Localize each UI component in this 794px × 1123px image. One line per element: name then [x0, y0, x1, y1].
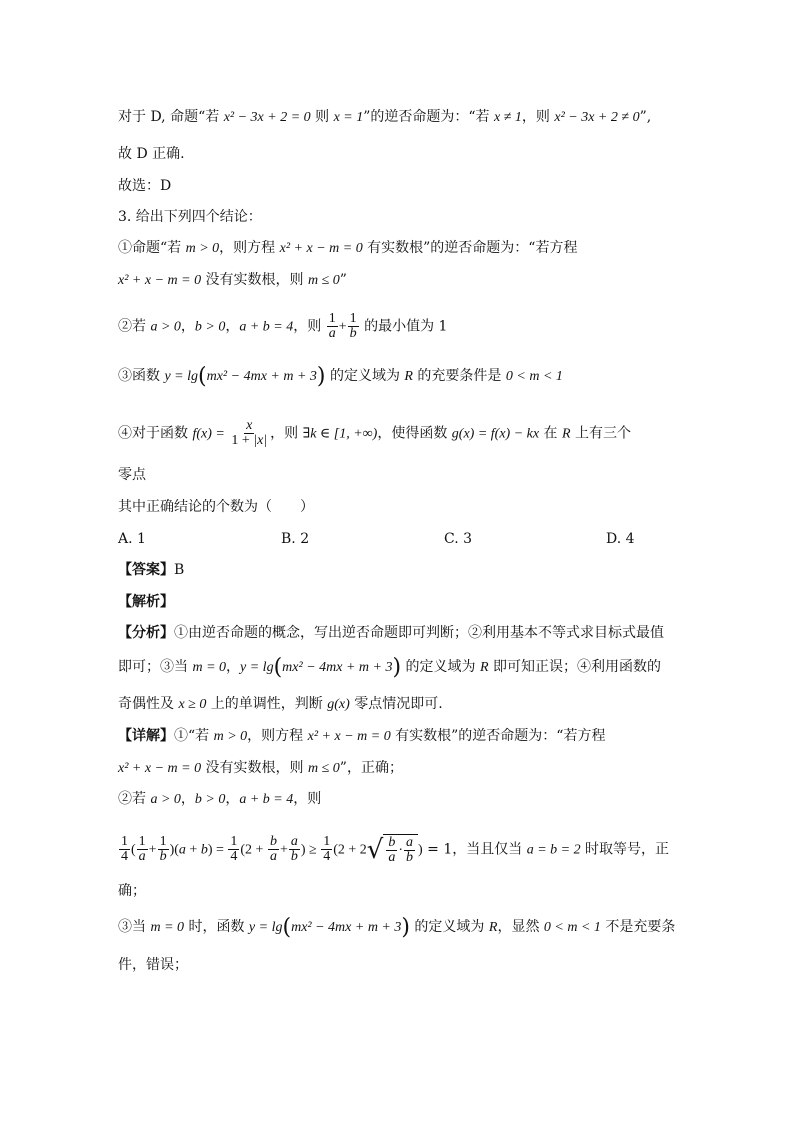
option-b: B. 2	[281, 531, 310, 547]
fraction-1-over-a: $\frac{1}{a}$	[328, 311, 336, 341]
text: 【解析】	[118, 594, 174, 610]
text: = 1，当且仅当	[422, 841, 527, 858]
text: 则	[310, 109, 334, 125]
math: m > 0	[185, 241, 220, 256]
text: 不是充要条	[600, 919, 676, 935]
text: 即可知正误；④利用函数的	[488, 659, 661, 675]
math: m = 0	[150, 920, 185, 935]
math: b > 0	[194, 319, 226, 335]
comma: ，	[180, 791, 195, 807]
text: 的充要条件是	[412, 368, 506, 384]
text: ①由逆否命题的概念，写出逆否命题即可判断；②利用基本不等式求目标式最值	[174, 625, 664, 641]
text: 的定义域为	[325, 368, 405, 384]
text: ，则方程	[219, 240, 280, 256]
text: ③函数	[118, 368, 165, 384]
fraction-1-over-4: $\frac{1}{4}$	[121, 834, 128, 864]
text: ，则	[270, 425, 303, 442]
paren: )	[316, 364, 326, 389]
plus-sign: +	[338, 319, 347, 335]
math: m ≤ 0	[307, 273, 340, 288]
text: ，则	[293, 318, 326, 335]
text: 【详解】	[118, 728, 174, 744]
math: m ≤ 0	[307, 761, 340, 776]
detail-line-2	[118, 758, 403, 779]
fraction-1-over-b: $\frac{1}{b}$	[159, 834, 167, 864]
detail-line-7: 件，错误；	[118, 957, 188, 973]
math: R	[479, 660, 489, 675]
question-stem: 3. 给出下列四个结论：	[118, 209, 262, 225]
analysis-line-2	[118, 657, 661, 678]
detail-line-5: 确；	[118, 883, 146, 899]
math: mx² − 4mx + m + 3	[282, 660, 393, 675]
math: f(x) =	[192, 426, 229, 442]
intro-line-2: 故 D 正确.	[118, 146, 185, 162]
statement-2	[118, 312, 447, 341]
math: x² − 3x + 2 = 0	[223, 110, 311, 125]
math: ∃k ∈ [1, +∞)	[302, 426, 378, 442]
math: x² + x − m = 0	[307, 729, 391, 744]
option-a: A. 1	[118, 531, 146, 547]
text: 的定义域为	[409, 919, 489, 935]
comma: ，	[225, 791, 240, 807]
math: a > 0	[150, 319, 181, 335]
text: 时取等号，正	[580, 841, 670, 858]
detail-line-6	[118, 917, 675, 938]
text: 没有实数根，则	[201, 272, 308, 288]
statement-3	[118, 366, 563, 387]
text: 上的单调性，判断	[206, 696, 328, 712]
math: R	[404, 369, 413, 384]
text: ”，正确；	[339, 760, 403, 776]
text: 零点情况即可.	[349, 696, 443, 712]
text: ，使得函数	[377, 425, 452, 442]
answer-value: B	[174, 562, 185, 578]
fraction-1-over-4: $\frac{1}{4}$	[230, 834, 238, 864]
detail-line-4-inequality: $\frac{1}{4}$ ( $\frac{1}{a}$ + $\frac{1}{b}$ )(a + b) = $\frac{1}{4}$ (2 + $\frac{b}{a}$ + $\frac{a}{b}$ ) ≥ $\frac{1}{4}$ (2 + 2 √ $\frac{b}{a}$ · $\frac{a}{b}$ ) = 1，当且仅当 a = b = 2 时取等号，正	[121, 834, 670, 865]
text: ”的逆否命题为：“若	[363, 109, 494, 125]
text: ，显然	[497, 919, 544, 935]
text: ，则	[293, 791, 322, 807]
fraction-1-over-b: $\frac{1}{b}$	[349, 311, 357, 341]
math: mx² − 4mx + m + 3	[206, 369, 317, 384]
text: ，则	[521, 109, 555, 125]
math: x ≠ 1	[494, 110, 522, 125]
text: 对于 D, 命题“若	[118, 109, 224, 125]
text: 有实数根”的逆否命题为：“若方程	[362, 240, 578, 256]
analysis-line-3	[118, 694, 443, 715]
text: 的最小值为 1	[359, 318, 448, 335]
math: x = 1	[333, 110, 364, 125]
math: m > 0	[213, 729, 248, 744]
math: b > 0	[194, 792, 226, 807]
intro-line-1	[118, 107, 651, 128]
statement-4-line-2: 零点	[118, 467, 146, 483]
text: 没有实数根，则	[201, 760, 308, 776]
text: ①“若	[174, 728, 214, 744]
math: g(x) = f(x) − kx	[451, 426, 540, 442]
paren: (	[273, 655, 283, 680]
text: 的定义域为	[401, 659, 480, 675]
text: 上有三个	[570, 425, 631, 442]
fraction-a-over-b: $\frac{a}{b}$	[290, 834, 298, 864]
math: R	[488, 920, 498, 935]
text: ②若	[118, 791, 151, 807]
math: a + b = 4	[239, 319, 294, 335]
intro-line-3: 故选：D	[118, 178, 172, 194]
paren: )	[401, 915, 410, 940]
math: m = 0	[192, 660, 227, 675]
math: mx² − 4mx + m + 3	[291, 920, 402, 935]
math: x² + x − m = 0	[118, 273, 202, 288]
math: y = lg	[240, 660, 274, 675]
detail-line-1	[118, 726, 605, 747]
math: y = lg	[248, 920, 283, 935]
option-c: C. 3	[444, 531, 473, 547]
math: 0 < m < 1	[543, 920, 601, 935]
square-root: √ $\frac{b}{a}$ · $\frac{a}{b}$	[367, 834, 418, 865]
text: 有实数根”的逆否命题为：“若方程	[390, 728, 606, 744]
text: ，则方程	[247, 728, 308, 744]
math: 0 < m < 1	[505, 369, 563, 384]
math: a + b = 4	[239, 792, 294, 807]
math: x² + x − m = 0	[118, 761, 202, 776]
text: 即可；③当	[118, 659, 193, 675]
statement-1-line-1	[118, 238, 577, 259]
statement-4-line-1	[118, 419, 631, 448]
text: 奇偶性及	[118, 696, 179, 712]
text: ”	[339, 272, 347, 288]
text: 在	[539, 425, 562, 442]
answer-line	[118, 560, 184, 580]
detail-line-3	[118, 789, 321, 810]
text: 【分析】	[118, 625, 174, 641]
math: x ≥ 0	[178, 697, 207, 712]
math: a > 0	[150, 792, 181, 807]
text: ①命题“若	[118, 240, 186, 256]
math: x² + x − m = 0	[279, 241, 363, 256]
text: ②若	[118, 318, 151, 335]
text: ③当	[118, 919, 151, 935]
fraction-x-over-1-plus-abs-x: $\frac{x}{1 + |x|}$	[231, 418, 268, 448]
math: R	[561, 426, 571, 442]
answer-label: 【答案】	[118, 562, 174, 578]
math: g(x)	[327, 697, 350, 712]
analysis-label	[118, 592, 174, 612]
math: y = lg	[164, 369, 199, 384]
paren: (	[282, 915, 292, 940]
fraction-1-over-a: $\frac{1}{a}$	[138, 834, 146, 864]
text: 时，函数	[184, 919, 249, 935]
math: a = b = 2	[526, 842, 581, 858]
option-d: D. 4	[606, 531, 635, 547]
text: ，	[226, 659, 241, 675]
text: ”,	[639, 109, 652, 125]
comma: ，	[180, 318, 195, 335]
paren: )	[392, 655, 402, 680]
analysis-line-1	[118, 623, 664, 643]
text: ④对于函数	[118, 425, 193, 442]
fraction-1-over-4: $\frac{1}{4}$	[323, 834, 331, 864]
statement-1-line-2	[118, 270, 347, 291]
question-ask: 其中正确结论的个数为（ ）	[118, 499, 314, 515]
math: x² − 3x + 2 ≠ 0	[554, 110, 640, 125]
paren: (	[198, 364, 207, 389]
fraction-b-over-a: $\frac{b}{a}$	[269, 834, 277, 864]
comma: ，	[225, 318, 240, 335]
